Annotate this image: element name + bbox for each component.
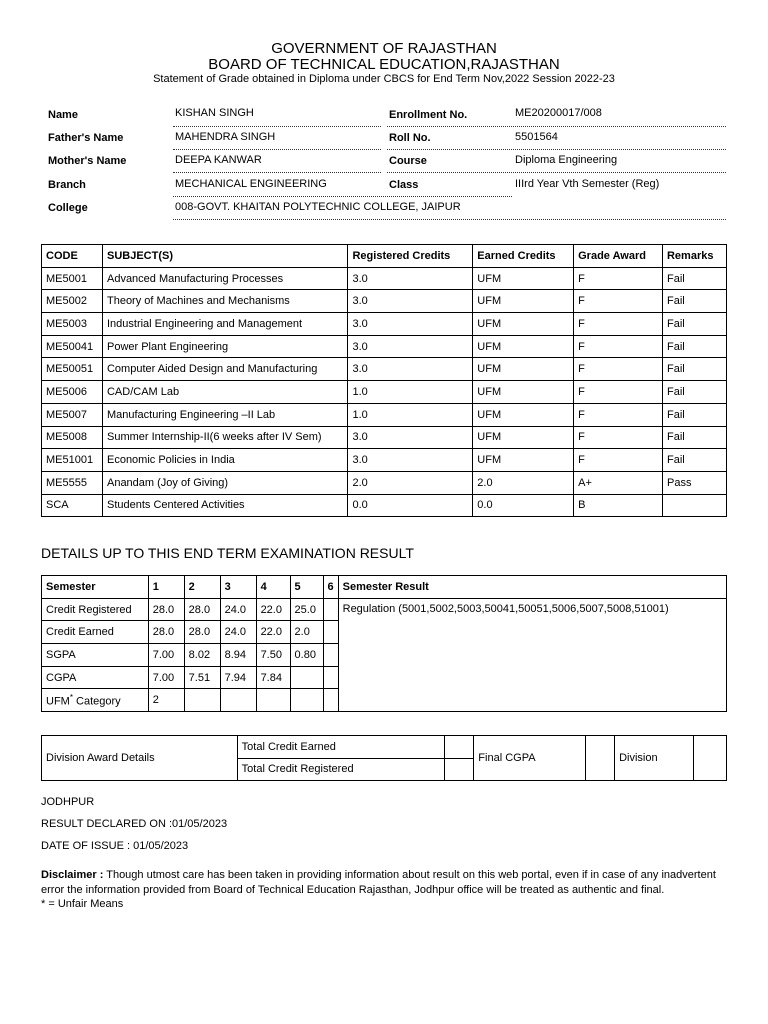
- ufm-asterisk: *: [69, 692, 73, 702]
- cell-sem: [290, 689, 323, 712]
- cell-earned: UFM: [473, 449, 574, 472]
- branch-value: MECHANICAL ENGINEERING: [175, 178, 327, 190]
- total-credit-registered-label: Total Credit Registered: [237, 758, 445, 781]
- ufm-category: Category: [76, 695, 121, 708]
- dotted-rule: [173, 172, 381, 173]
- dotted-rule: [173, 196, 512, 197]
- branch-label: Branch: [48, 179, 86, 191]
- table-row: [42, 358, 727, 381]
- cell-sem: [323, 644, 338, 667]
- cell-code: SCA: [42, 494, 103, 517]
- col-sem-1: 1: [148, 576, 184, 599]
- course-label: Course: [389, 155, 427, 167]
- col-semester: Semester: [42, 576, 149, 599]
- enrollment-label: Enrollment No.: [389, 109, 468, 121]
- table-row: [42, 598, 727, 621]
- cell-sem: 24.0: [220, 621, 256, 644]
- cell-grade: F: [574, 449, 663, 472]
- cell-sem: [323, 689, 338, 712]
- cell-sem: 28.0: [184, 621, 220, 644]
- total-credit-earned-value: [445, 736, 474, 759]
- cell-grade: F: [574, 358, 663, 381]
- cell-grade: F: [574, 290, 663, 313]
- cell-registered: 2.0: [348, 471, 473, 494]
- cell-subject: Advanced Manufacturing Processes: [102, 267, 348, 290]
- cell-code: ME5007: [42, 403, 103, 426]
- division-table: [41, 735, 727, 781]
- cell-code: ME5003: [42, 313, 103, 336]
- cell-registered: 1.0: [348, 381, 473, 404]
- cell-earned: 0.0: [473, 494, 574, 517]
- header-board: BOARD OF TECHNICAL EDUCATION,RAJASTHAN: [208, 56, 560, 73]
- cell-sem: 2: [148, 689, 184, 712]
- col-registered-credits: Registered Credits: [348, 245, 473, 268]
- cell-earned: UFM: [473, 403, 574, 426]
- cell-earned: UFM: [473, 358, 574, 381]
- table-row: [42, 471, 727, 494]
- college-label: College: [48, 202, 88, 214]
- dotted-rule: [173, 126, 381, 127]
- cell-subject: Students Centered Activities: [102, 494, 348, 517]
- cell-sem: 8.02: [184, 644, 220, 667]
- cell-subject: Summer Internship-II(6 weeks after IV Sem): [102, 426, 348, 449]
- cell-subject: Industrial Engineering and Management: [102, 313, 348, 336]
- cell-subject: Theory of Machines and Mechanisms: [102, 290, 348, 313]
- cell-sem: [256, 689, 290, 712]
- table-row: [42, 335, 727, 358]
- division-value: [694, 736, 727, 781]
- col-sem-4: 4: [256, 576, 290, 599]
- cell-sem: 7.50: [256, 644, 290, 667]
- cell-earned: UFM: [473, 313, 574, 336]
- disclaimer-text: Though utmost care has been taken in providing information about result on this web portal, even if in case of any inadvertent error the information provided from Board of Technical Education Rajasthan, Jodhpur office will be treated as authentic and final.: [41, 869, 716, 896]
- course-value: Diploma Engineering: [515, 154, 618, 166]
- cell-subject: Manufacturing Engineering –II Lab: [102, 403, 348, 426]
- father-label: Father's Name: [48, 132, 124, 144]
- row-label: Credit Earned: [42, 621, 149, 644]
- row-label: Credit Registered: [42, 598, 149, 621]
- table-row: [42, 381, 727, 404]
- cell-sem: [184, 689, 220, 712]
- cell-registered: 3.0: [348, 426, 473, 449]
- cell-remarks: Fail: [662, 381, 726, 404]
- cell-registered: 3.0: [348, 313, 473, 336]
- col-sem-5: 5: [290, 576, 323, 599]
- cell-sem: 22.0: [256, 621, 290, 644]
- semester-header-row: [42, 576, 727, 599]
- cell-sem: 7.00: [148, 666, 184, 689]
- col-sem-2: 2: [184, 576, 220, 599]
- cell-subject: CAD/CAM Lab: [102, 381, 348, 404]
- result-declared: RESULT DECLARED ON :01/05/2023: [41, 818, 228, 830]
- cell-sem: [290, 666, 323, 689]
- subjects-table: [41, 244, 727, 517]
- mother-value: DEEPA KANWAR: [175, 154, 262, 166]
- cell-sem: [220, 689, 256, 712]
- cell-sem: 28.0: [148, 598, 184, 621]
- cell-code: ME5001: [42, 267, 103, 290]
- cell-sem: 7.00: [148, 644, 184, 667]
- cell-sem: 7.84: [256, 666, 290, 689]
- cell-grade: F: [574, 381, 663, 404]
- ufm-text: UFM: [46, 695, 70, 708]
- final-cgpa-label: Final CGPA: [474, 736, 586, 781]
- cell-registered: 3.0: [348, 290, 473, 313]
- issuing-place: JODHPUR: [41, 796, 95, 808]
- table-row: [42, 494, 727, 517]
- cell-remarks: Fail: [662, 267, 726, 290]
- cell-subject: Anandam (Joy of Giving): [102, 471, 348, 494]
- cell-code: ME5008: [42, 426, 103, 449]
- header-government: GOVERNMENT OF RAJASTHAN: [271, 40, 497, 57]
- col-earned-credits: Earned Credits: [473, 245, 574, 268]
- cell-remarks: Pass: [662, 471, 726, 494]
- cell-sem: 0.80: [290, 644, 323, 667]
- cell-remarks: Fail: [662, 290, 726, 313]
- disclaimer-label: Disclaimer :: [41, 869, 104, 881]
- cell-sem: 7.94: [220, 666, 256, 689]
- name-label: Name: [48, 109, 78, 121]
- dotted-rule: [387, 126, 726, 127]
- col-code: CODE: [42, 245, 103, 268]
- cell-sem: 24.0: [220, 598, 256, 621]
- col-sem-6: 6: [323, 576, 338, 599]
- cell-grade: B: [574, 494, 663, 517]
- cell-sem: [323, 598, 338, 621]
- table-row: [42, 426, 727, 449]
- date-of-issue: DATE OF ISSUE : 01/05/2023: [41, 840, 189, 852]
- total-credit-registered-value: [445, 758, 474, 781]
- dotted-rule: [387, 149, 726, 150]
- cell-remarks: Fail: [662, 358, 726, 381]
- cell-registered: 3.0: [348, 335, 473, 358]
- row-label: SGPA: [42, 644, 149, 667]
- cell-remarks: Fail: [662, 449, 726, 472]
- col-remarks: Remarks: [662, 245, 726, 268]
- cell-grade: F: [574, 335, 663, 358]
- cell-registered: 3.0: [348, 358, 473, 381]
- division-label: Division: [615, 736, 694, 781]
- cell-sem: 22.0: [256, 598, 290, 621]
- cell-sem: 28.0: [184, 598, 220, 621]
- table-row: [42, 267, 727, 290]
- semester-result-text: Regulation (5001,5002,5003,50041,50051,5006,5007,5008,51001): [338, 598, 726, 711]
- cell-sem: 7.51: [184, 666, 220, 689]
- cell-sem: 25.0: [290, 598, 323, 621]
- cell-code: ME5555: [42, 471, 103, 494]
- col-subject: SUBJECT(S): [102, 245, 348, 268]
- cell-subject: Power Plant Engineering: [102, 335, 348, 358]
- row-label: CGPA: [42, 666, 149, 689]
- details-heading: DETAILS UP TO THIS END TERM EXAMINATION RESULT: [41, 545, 414, 561]
- enrollment-value: ME20200017/008: [515, 107, 602, 119]
- table-row: [42, 403, 727, 426]
- cell-code: ME5002: [42, 290, 103, 313]
- cell-grade: F: [574, 403, 663, 426]
- class-label: Class: [389, 179, 419, 191]
- table-row: [42, 290, 727, 313]
- cell-remarks: Fail: [662, 426, 726, 449]
- cell-registered: 3.0: [348, 267, 473, 290]
- cell-earned: 2.0: [473, 471, 574, 494]
- cell-earned: UFM: [473, 426, 574, 449]
- cell-subject: Computer Aided Design and Manufacturing: [102, 358, 348, 381]
- dotted-rule: [173, 149, 381, 150]
- table-row: [42, 736, 727, 759]
- ufm-note: * = Unfair Means: [41, 898, 124, 910]
- cell-sem: [323, 666, 338, 689]
- roll-label: Roll No.: [389, 132, 431, 144]
- semester-table: [41, 575, 727, 712]
- cell-earned: UFM: [473, 290, 574, 313]
- disclaimer: [41, 868, 731, 898]
- cell-remarks: Fail: [662, 403, 726, 426]
- class-value: IIIrd Year Vth Semester (Reg): [515, 178, 660, 190]
- cell-registered: 1.0: [348, 403, 473, 426]
- cell-earned: UFM: [473, 335, 574, 358]
- cell-remarks: [662, 494, 726, 517]
- cell-sem: 8.94: [220, 644, 256, 667]
- cell-remarks: Fail: [662, 313, 726, 336]
- cell-remarks: Fail: [662, 335, 726, 358]
- dotted-rule: [173, 219, 726, 220]
- header-statement: Statement of Grade obtained in Diploma under CBCS for End Term Nov,2022 Session 2022-23: [153, 73, 615, 85]
- cell-grade: F: [574, 267, 663, 290]
- dotted-rule: [387, 172, 726, 173]
- cell-subject: Economic Policies in India: [102, 449, 348, 472]
- total-credit-earned-label: Total Credit Earned: [237, 736, 445, 759]
- cell-code: ME51001: [42, 449, 103, 472]
- cell-sem: [323, 621, 338, 644]
- row-label-ufm: [42, 689, 149, 712]
- division-award-label: Division Award Details: [42, 736, 238, 781]
- col-grade-award: Grade Award: [574, 245, 663, 268]
- cell-registered: 0.0: [348, 494, 473, 517]
- cell-grade: A+: [574, 471, 663, 494]
- name-value: KISHAN SINGH: [175, 107, 254, 119]
- cell-grade: F: [574, 426, 663, 449]
- cell-code: ME50051: [42, 358, 103, 381]
- col-semester-result: Semester Result: [338, 576, 726, 599]
- father-value: MAHENDRA SINGH: [175, 131, 276, 143]
- subjects-header-row: [42, 245, 727, 268]
- col-sem-3: 3: [220, 576, 256, 599]
- cell-sem: 2.0: [290, 621, 323, 644]
- cell-code: ME50041: [42, 335, 103, 358]
- cell-code: ME5006: [42, 381, 103, 404]
- cell-grade: F: [574, 313, 663, 336]
- cell-sem: 28.0: [148, 621, 184, 644]
- cell-earned: UFM: [473, 381, 574, 404]
- college-value: 008-GOVT. KHAITAN POLYTECHNIC COLLEGE, JAIPUR: [175, 201, 461, 213]
- mother-label: Mother's Name: [48, 155, 127, 167]
- table-row: [42, 313, 727, 336]
- roll-value: 5501564: [515, 131, 558, 143]
- cell-registered: 3.0: [348, 449, 473, 472]
- table-row: [42, 449, 727, 472]
- cell-earned: UFM: [473, 267, 574, 290]
- final-cgpa-value: [586, 736, 615, 781]
